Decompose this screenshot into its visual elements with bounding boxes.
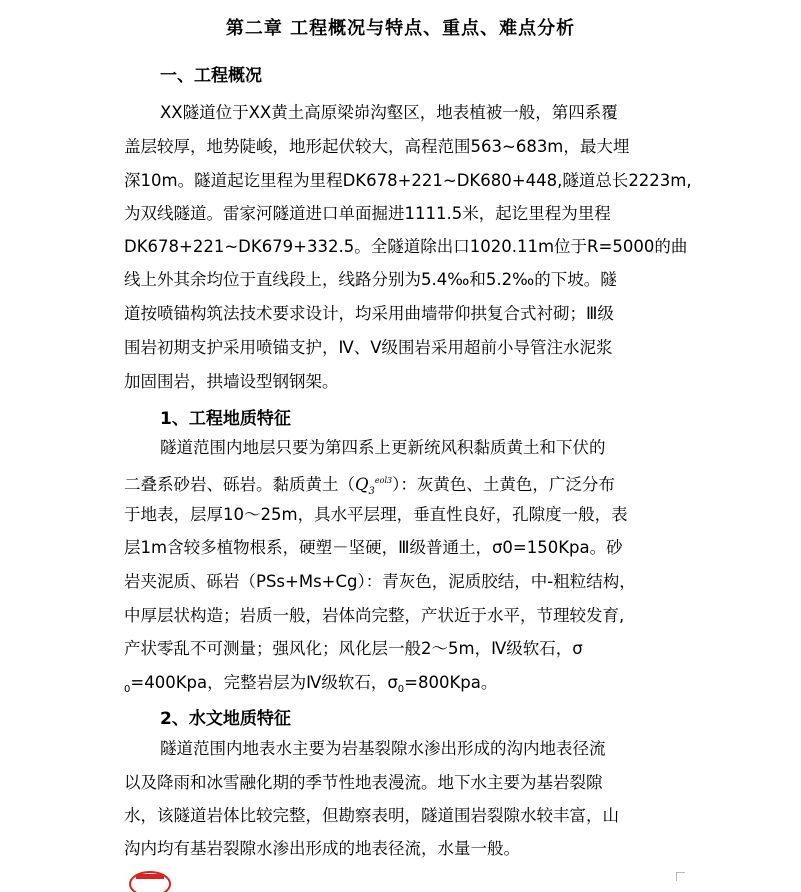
- loess-formula: [355, 475, 393, 497]
- paragraph-line: 隧道范围内地层只要为第四系上更新统风积黏质黄土和下伏的: [160, 438, 606, 457]
- paragraph-line: 层1m含较多植物根系，硬塑－坚硬，Ⅲ级普通土，σ0=150Kpa。砂: [124, 538, 623, 557]
- text-run: =400Kpa，完整岩层为Ⅳ级软石，σ: [130, 673, 398, 692]
- formula-base: Q: [355, 475, 369, 494]
- paragraph-line: 深10m。隧道起讫里程为里程DK678+221~DK680+448,隧道总长2223m,: [124, 171, 692, 190]
- formula-superscript: eol3: [374, 476, 393, 485]
- text-run: ）：灰黄色、土黄色，广泛分布: [392, 475, 615, 494]
- chapter-title: 第二章 工程概况与特点、重点、难点分析: [225, 18, 576, 39]
- text-run: 二叠系砂岩、砾岩。黏质黄土（: [124, 475, 355, 494]
- paragraph-line: 隧道范围内地表水主要为岩基裂隙水渗出形成的沟内地表径流: [160, 739, 606, 758]
- text-run: =800Kpa。: [404, 673, 498, 692]
- sigma-subscript: 0: [397, 684, 405, 695]
- paragraph-line: 产状零乱不可测量；强风化；风化层一般2～5m，Ⅳ级软石，σ: [124, 639, 583, 658]
- paragraph-line: 沟内均有基岩裂隙水渗出形成的地表径流，水量一般。: [124, 839, 520, 858]
- paragraph-line: [124, 672, 497, 701]
- paragraph-line: 为双线隧道。雷家河隧道进口单面掘进1111.5米，起讫里程为里程: [124, 204, 611, 223]
- paragraph-line: 水，该隧道岩体比较完整，但勘察表明，隧道围岩裂隙水较丰富，山: [124, 806, 619, 825]
- paragraph-line: [124, 470, 615, 503]
- company-logo-icon: [128, 868, 172, 892]
- paragraph-line: XX隧道位于XX黄土高原梁峁沟壑区，地表植被一般，第四系覆: [160, 103, 618, 122]
- paragraph-line: 线上外其余均位于直线段上，线路分别为5.4‰和5.2‰的下坡。隧: [124, 270, 617, 289]
- paragraph-line: 道按喷锚构筑法技术要求设计，均采用曲墙带仰拱复合式衬砌；Ⅲ级: [124, 304, 614, 323]
- paragraph-line: DK678+221~DK679+332.5。全隧道除出口1020.11m位于R=5000的曲: [124, 237, 688, 256]
- section-heading-overview: 一、工程概况: [160, 66, 262, 86]
- paragraph-line: 围岩初期支护采用喷锚支护，Ⅳ、Ⅴ级围岩采用超前小导管注水泥浆: [124, 338, 613, 357]
- subsection-heading-geology: 1、工程地质特征: [160, 409, 291, 429]
- subsection-heading-hydrology: 2、水文地质特征: [160, 709, 291, 729]
- formula-subscript: 3: [368, 486, 375, 497]
- paragraph-line: 加固围岩，拱墙设型钢钢架。: [124, 372, 339, 391]
- paragraph-line: 以及降雨和冰雪融化期的季节性地表漫流。地下水主要为基岩裂隙: [124, 773, 603, 792]
- paragraph-line: 岩夹泥质、砾岩（PSs+Ms+Cg）：青灰色，泥质胶结，中-粗粒结构，: [124, 572, 636, 591]
- paragraph-line: 中厚层状构造；岩质一般，岩体尚完整，产状近于水平，节理较发育,: [124, 606, 625, 625]
- paragraph-line: 盖层较厚，地势陡峻，地形起伏较大，高程范围563~683m，最大埋: [124, 137, 630, 156]
- sigma-subscript: 0: [124, 684, 131, 695]
- paragraph-line: 于地表，层厚10～25m，具水平层理，垂直性良好，孔隙度一般，表: [124, 505, 628, 524]
